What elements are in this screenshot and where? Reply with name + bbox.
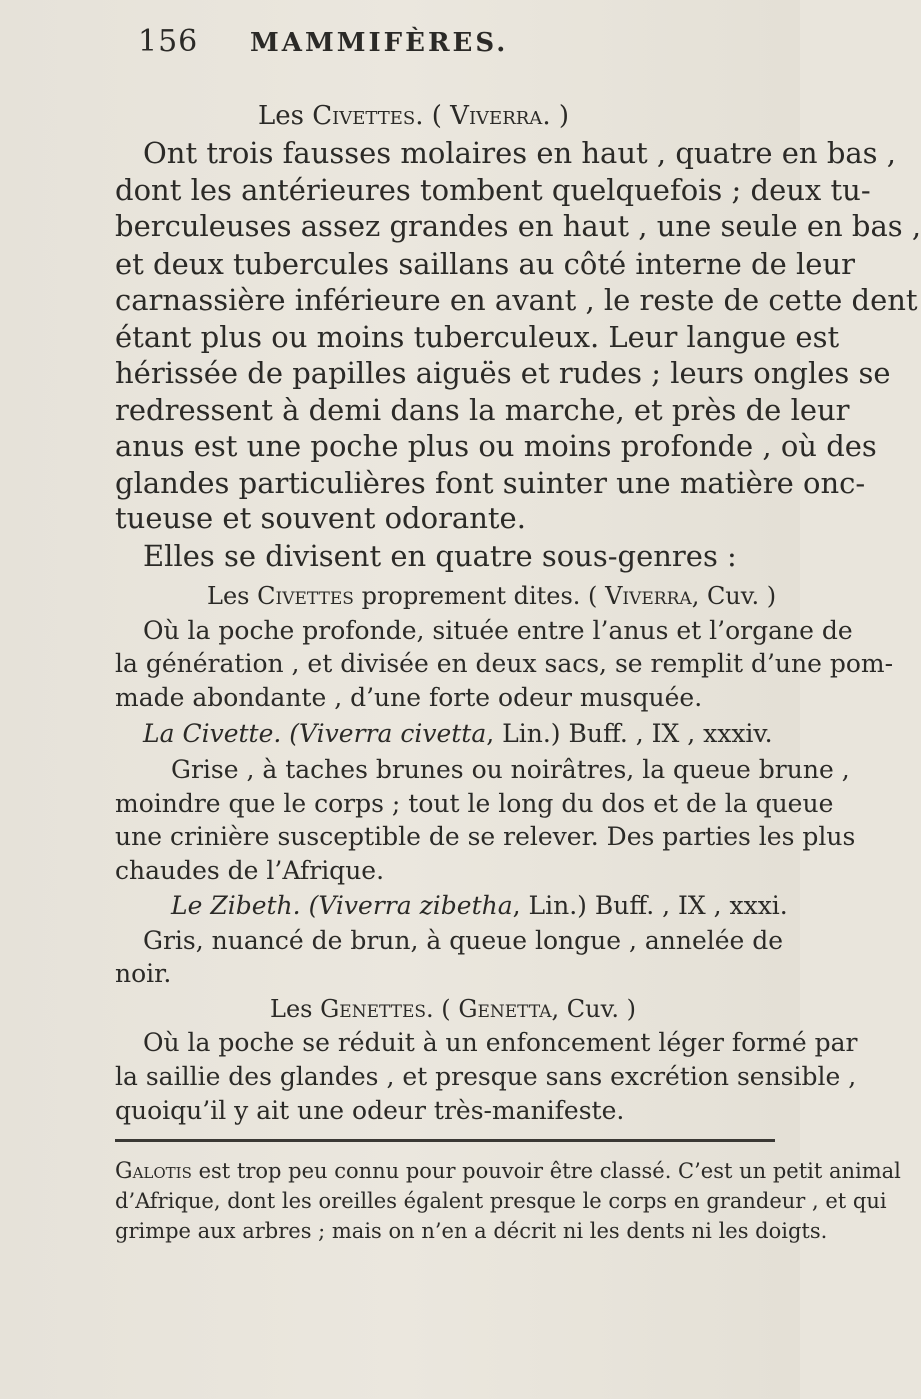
text-line: dont les antérieures tombent quelquefois ; deux tu-	[115, 173, 871, 207]
text-line: chaudes de l’Afrique.	[115, 856, 385, 885]
text-line: noir.	[115, 959, 172, 988]
text-line: redressent à demi dans la marche, et près de leur	[115, 393, 850, 427]
running-title: MAMMIFÈRES.	[250, 28, 509, 58]
footnote-divider	[115, 1139, 775, 1142]
subgenus-title-genettes: Les Genettes. ( Genetta, Cuv. )	[270, 995, 636, 1023]
section-title: Les Civettes. ( Viverra. )	[258, 101, 569, 131]
text-line: tueuse et souvent odorante.	[115, 501, 526, 535]
paragraph-subgenera-intro: Elles se divisent en quatre sous-genres :	[143, 539, 737, 573]
text-line: la saillie des glandes , et presque sans excrétion sensible ,	[115, 1062, 857, 1091]
text-line: et deux tubercules saillans au côté interne de leur	[115, 247, 855, 281]
page-header	[0, 8, 800, 88]
text-line: étant plus ou moins tuberculeux. Leur langue est	[115, 320, 840, 354]
text-line: hérissée de papilles aiguës et rudes ; leurs ongles se	[115, 356, 891, 390]
text-line: la génération , et divisée en deux sacs, se remplit d’une pom-	[115, 649, 894, 678]
text-line: Gris, nuancé de brun, à queue longue , annelée de	[143, 926, 784, 955]
footnote-line: d’Afrique, dont les oreilles égalent presque le corps en grandeur , et qui	[115, 1189, 887, 1213]
text-line: Ont trois fausses molaires en haut , quatre en bas ,	[143, 136, 896, 170]
text-line: made abondante , d’une forte odeur musquée.	[115, 683, 703, 712]
text-line: anus est une poche plus ou moins profonde , où des	[115, 429, 877, 463]
footnote-lead: Galotis	[115, 1159, 192, 1184]
subgenus-title-civettes: Les Civettes proprement dites. ( Viverra, Cuv. )	[207, 582, 777, 610]
footnote-line: Galotis est trop peu connu pour pouvoir être classé. C’est un petit animal	[115, 1159, 901, 1184]
species-title-zibeth: Le Zibeth. (Viverra zibetha, Lin.) Buff. , IX , xxxi.	[171, 891, 788, 920]
text-line: glandes particulières font suinter une matière onc-	[115, 466, 866, 500]
text-line: Grise , à taches brunes ou noirâtres, la queue brune ,	[171, 755, 850, 784]
footnote-line: grimpe aux arbres ; mais on n’en a décrit ni les dents ni les doigts.	[115, 1219, 828, 1243]
text-line: carnassière inférieure en avant , le reste de cette dent	[115, 283, 918, 317]
text-line: Où la poche profonde, située entre l’anus et l’organe de	[143, 616, 853, 645]
text-line: moindre que le corps ; tout le long du dos et de la queue	[115, 789, 834, 818]
page-number: 156	[138, 24, 199, 59]
text-line: quoiqu’il y ait une odeur très-manifeste.	[115, 1096, 625, 1125]
text-line: Où la poche se réduit à un enfoncement léger formé par	[143, 1028, 858, 1057]
species-title-civette: La Civette. (Viverra civetta, Lin.) Buff. , IX , xxxiv.	[143, 719, 773, 748]
text-line: une crinière susceptible de se relever. Des parties les plus	[115, 822, 856, 851]
text-line: berculeuses assez grandes en haut , une seule en bas ,	[115, 209, 921, 243]
